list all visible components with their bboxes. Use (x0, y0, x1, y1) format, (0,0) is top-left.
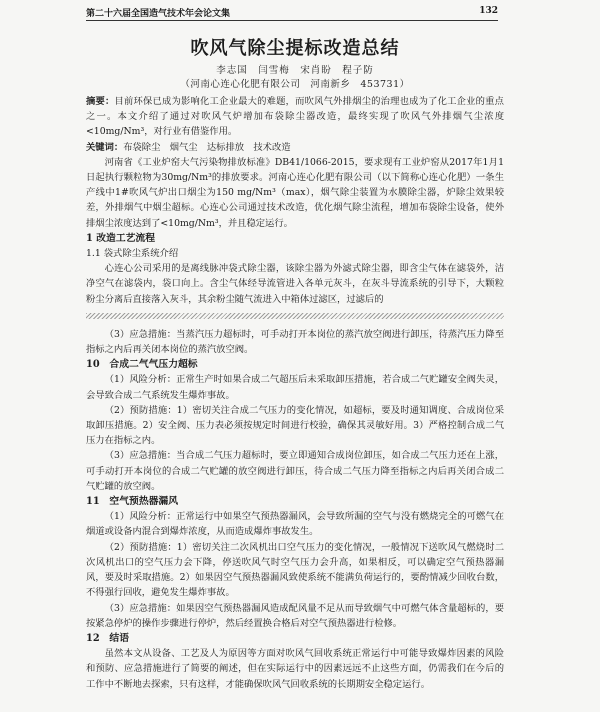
page-cut-divider (86, 313, 504, 319)
section-9-emergency-paragraph: （3）应急措施：当蒸汽压力超标时，可手动打开本岗位的蒸汽放空阀进行卸压，待蒸汽压力降至指标之内后再关闭本岗位的蒸汽放空阀。 (86, 328, 504, 356)
section-11-heading: 11 空气预热器漏风 (86, 496, 179, 508)
section-11-risk-paragraph: （1）风险分析：正常运行中如果空气预热器漏风，会导致所漏的空气与没有燃烧完全的可燃气在烟道或设备内混合到爆炸浓度，从而造成爆炸事故发生。 (86, 511, 504, 538)
keywords (86, 140, 504, 155)
header-rule (86, 20, 498, 21)
section-12-heading: 12 结语 (86, 632, 130, 644)
header-proceedings-title: 第二十六届全国造气技术年会论文集 (86, 9, 231, 19)
header-page-number: 132 (479, 6, 498, 16)
intro-paragraph: 河南省《工业炉窑大气污染物排放标准》DB41/1066-2015，要求现有工业炉窑从2017年1月1日起执行颗粒物为30mg/Nm³的排放要求。河南心连心化肥有限公司（以下简称心连心化肥）一条生产线中1#吹风气炉出口烟尘为150 mg/Nm³（max），烟气除尘装置为水膜除尘器，炉除尘效果较差，外排烟气中烟尘超标。心连心公司通过技术改造，优化烟气除尘流程，增加布袋除尘设备，使外排烟尘浓度达到了<10mg/Nm³，并且稳定运行。 (86, 156, 504, 229)
article-body (86, 22, 504, 692)
keywords-text: 布袋除尘 烟气尘 达标排放 技术改造 (123, 141, 291, 153)
section-1-1-paragraph: 心连心公司采用的是离线脉冲袋式除尘器，该除尘器为外滤式除尘器，即含尘气体在滤袋外，洁净空气在滤袋内，袋口向上。含尘气体经导流管进入各单元灰斗，在灰斗导流系统的引导下，大颗粒粉尘分离后直接落入灰斗，其余粉尘随气流进入中箱体过滤区，过滤后的 (86, 263, 504, 305)
abstract (86, 94, 504, 140)
abstract-text: 目前环保已成为影响化工企业最大的难题，而吹风气外排烟尘的治理也成为了化工企业的重点之一。本文介绍了通过对吹风气炉增加布袋除尘器改造，最终实现了吹风气外排烟气尘浓度<10mg/Nm³，对行业有借鉴作用。 (86, 96, 504, 138)
article-title: 吹风气除尘提标改造总结 (190, 38, 400, 59)
running-header (86, 6, 498, 20)
section-10-emergency-paragraph: （3）应急措施：当合成二气压力超标时，要立即通知合成岗位卸压，如合成二气压力还在上涨，可手动打开本岗位的合成二气贮罐的放空阀进行卸压，待合成二气压力降至指标之内后再关闭合成二气贮罐的放空阀。 (86, 450, 504, 492)
abstract-label: 摘要： (86, 96, 115, 107)
keywords-label: 关键词： (86, 141, 124, 153)
section-1-1-heading: 1.1 袋式除尘系统介绍 (86, 248, 179, 260)
section-10-risk-paragraph: （1）风险分析：正常生产时如果合成二气超压后未采取卸压措施，若合成二气贮罐安全阀失灵，会导致合成二气系统发生爆炸事故。 (86, 374, 504, 401)
section-10-heading: 10 合成二气气压力超标 (86, 359, 198, 371)
section-10-prevention-paragraph: （2）预防措施：1）密切关注合成二气压力的变化情况，如超标，要及时通知调度、合成岗位采取卸压措施。2）安全阀、压力表必须按规定时间进行校验，确保其灵敏好用。3）严格控制合成二气压力在指标之内。 (86, 404, 504, 447)
section-1-heading: 1 改造工艺流程 (86, 232, 156, 244)
section-12-conclusion-paragraph: 虽然本文从设备、工艺及人为原因等方面对吹风气回收系统正常运行中可能导致爆炸因素的风险和预防、应急措施进行了简要的阐述，但在实际运行中的因素远远不止这些方面，仍需我们在今后的工作中不断地去探索，只有这样，才能确保吹风气回收系统的长期期安全稳定运行。 (86, 648, 504, 690)
author-affiliation: （河南心连心化肥有限公司 河南新乡 453731） (180, 79, 410, 90)
section-11-emergency-paragraph: （3）应急措施：如果因空气预热器漏风造成配风量不足从而导致烟气中可燃气体含量超标的，要按紧急停炉的操作步骤进行停炉，然后经置换合格后对空气预热器进行检修。 (86, 602, 504, 629)
section-11-prevention-paragraph: （2）预防措施：1）密切关注二次风机出口空气压力的变化情况，一般情况下送吹风气燃烧时二次风机出口的空气压力会下降，停送吹风气时空气压力会升高，如果相反，可以确定空气预热器漏风，要及时采取措施。2）如果因空气预热器漏风致使系统不能满负荷运行的，要酌情减少回收台数，不得强行回收，避免发生爆炸事故。 (86, 541, 504, 599)
article-authors: 李志国 闫雪梅 宋肖盼 程子防 (216, 65, 374, 76)
